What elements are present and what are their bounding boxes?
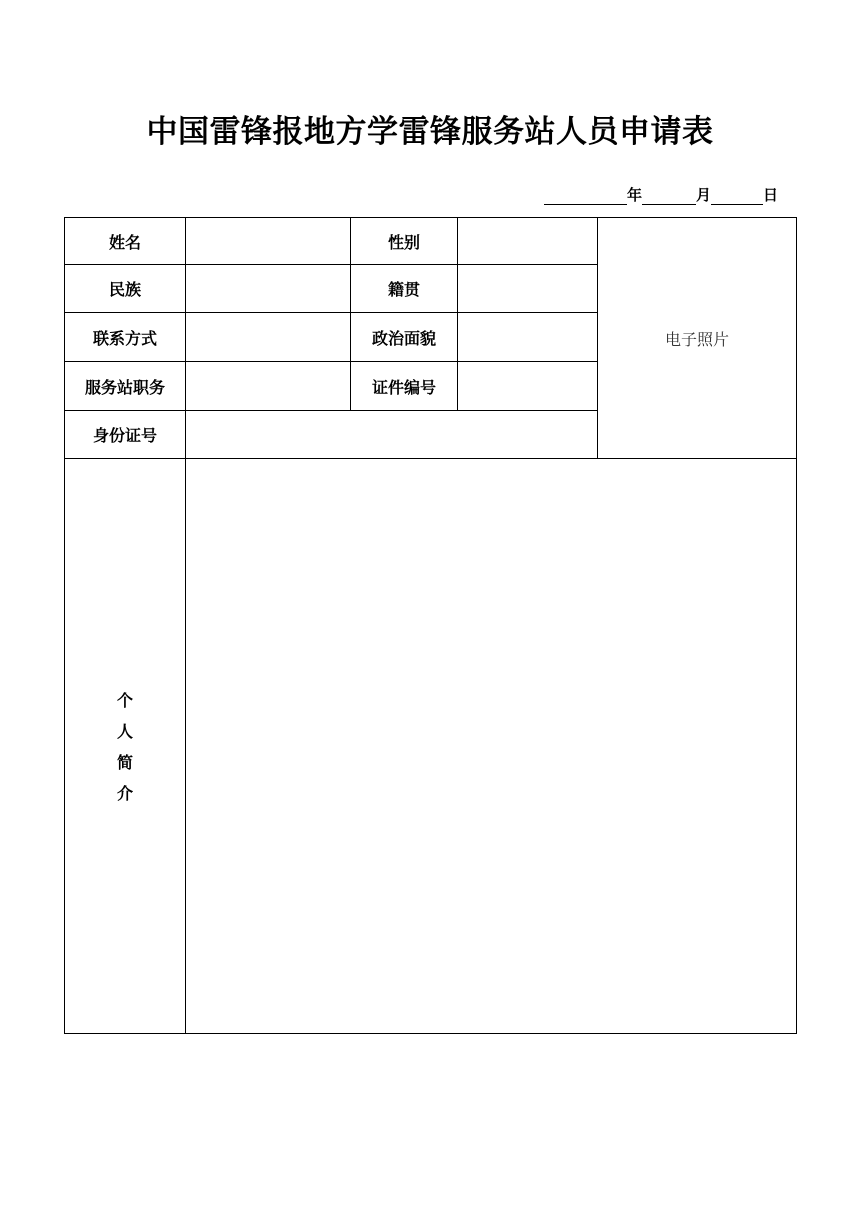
photo-label: 电子照片 [664,329,729,349]
month-label: 月 [696,186,712,204]
year-field[interactable] [544,186,627,205]
name-field[interactable] [186,218,351,265]
gender-label: 性别 [351,218,458,265]
certificate-no-label: 证件编号 [351,362,458,411]
profile-char: 介 [116,784,133,803]
profile-char: 简 [116,753,133,772]
station-position-field[interactable] [186,362,351,411]
ethnicity-field[interactable] [186,265,351,313]
native-place-field[interactable] [458,265,598,313]
certificate-no-field[interactable] [458,362,598,411]
profile-label [65,459,186,1034]
page-title: 中国雷锋报地方学雷锋服务站人员申请表 [146,114,714,150]
contact-field[interactable] [186,313,351,362]
day-label: 日 [763,186,779,204]
profile-char: 人 [116,722,133,741]
ethnicity-label: 民族 [65,265,186,313]
year-label: 年 [627,186,643,204]
political-status-label: 政治面貌 [351,313,458,362]
day-field[interactable] [711,186,763,205]
station-position-label: 服务站职务 [65,362,186,411]
profile-field[interactable] [186,459,797,1034]
month-field[interactable] [642,186,696,205]
id-number-field[interactable] [186,411,598,459]
contact-label: 联系方式 [65,313,186,362]
name-label: 姓名 [65,218,186,265]
application-form [64,217,797,1034]
date-line [544,185,778,205]
profile-char: 个 [116,691,133,710]
photo-box[interactable] [598,218,797,459]
native-place-label: 籍贯 [351,265,458,313]
id-number-label: 身份证号 [65,411,186,459]
gender-field[interactable] [458,218,598,265]
political-status-field[interactable] [458,313,598,362]
